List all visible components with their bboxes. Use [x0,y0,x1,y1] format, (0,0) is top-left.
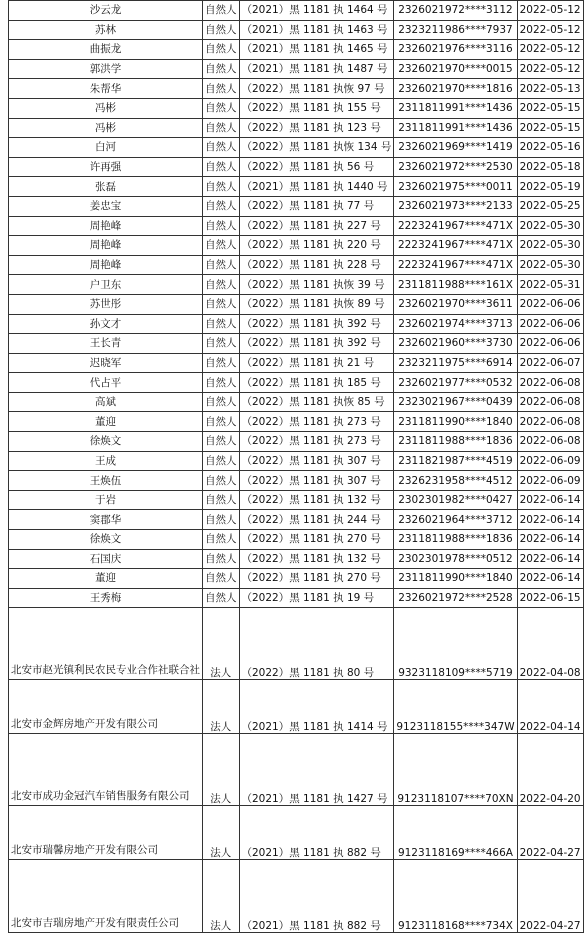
id-number-cell: 2326021975****0011 [394,177,517,197]
case-number-cell: （2021）黑 1181 执 1464 号 [239,1,394,21]
case-number-cell: （2022）黑 1181 执 392 号 [239,314,394,334]
person-row [9,1,584,21]
name-cell: 代占平 [9,373,203,393]
person-row [9,314,584,334]
name-cell: 冯彬 [9,98,203,118]
id-number-cell: 2302301982****0427 [394,490,517,510]
id-number-cell: 9123118155****347W [394,680,517,734]
case-number-cell: （2021）黑 1181 执 1427 号 [239,734,394,806]
person-row [9,588,584,608]
person-row [9,40,584,60]
case-number-cell: （2021）黑 1181 执 882 号 [239,806,394,860]
person-row [9,216,584,236]
case-number-cell: （2022）黑 1181 执 270 号 [239,530,394,550]
case-number-cell: （2022）黑 1181 执 273 号 [239,432,394,452]
id-number-cell: 2326021960****3730 [394,334,517,354]
legal-entity-row [9,860,584,933]
id-number-cell: 2223241967****471X [394,236,517,256]
person-row [9,510,584,530]
party-type-cell: 自然人 [203,510,240,530]
party-type-cell: 自然人 [203,549,240,569]
party-type-cell: 自然人 [203,1,240,21]
id-number-cell: 2311811991****1436 [394,118,517,138]
legal-entity-row [9,734,584,806]
case-number-cell: （2022）黑 1181 执 155 号 [239,98,394,118]
name-cell: 北安市赵光镇利民农民专业合作社联合社 [9,608,203,680]
date-cell: 2022-04-08 [517,608,583,680]
person-row [9,294,584,314]
person-row [9,549,584,569]
id-number-cell: 2323211986****7937 [394,20,517,40]
date-cell: 2022-06-08 [517,392,583,412]
name-cell: 迟晓军 [9,353,203,373]
date-cell: 2022-05-30 [517,216,583,236]
case-number-cell: （2022）黑 1181 执恢 97 号 [239,79,394,99]
id-number-cell: 2326231958****4512 [394,471,517,491]
person-row [9,157,584,177]
date-cell: 2022-05-15 [517,118,583,138]
person-row [9,334,584,354]
id-number-cell: 9123118107****70XN [394,734,517,806]
party-type-cell: 法人 [203,680,240,734]
name-cell: 王成 [9,451,203,471]
date-cell: 2022-05-12 [517,1,583,21]
name-cell: 冯彬 [9,118,203,138]
date-cell: 2022-05-12 [517,59,583,79]
id-number-cell: 2323021967****0439 [394,392,517,412]
person-row [9,177,584,197]
party-type-cell: 自然人 [203,255,240,275]
date-cell: 2022-05-12 [517,20,583,40]
name-cell: 高斌 [9,392,203,412]
id-number-cell: 2326021970****3611 [394,294,517,314]
party-type-cell: 自然人 [203,392,240,412]
name-cell: 董迎 [9,569,203,589]
date-cell: 2022-04-14 [517,680,583,734]
person-row [9,79,584,99]
party-type-cell: 自然人 [203,138,240,158]
date-cell: 2022-06-14 [517,549,583,569]
party-type-cell: 法人 [203,860,240,933]
name-cell: 周艳峰 [9,216,203,236]
name-cell: 王长青 [9,334,203,354]
name-cell: 周艳峰 [9,236,203,256]
case-number-cell: （2022）黑 1181 执恢 89 号 [239,294,394,314]
case-number-cell: （2022）黑 1181 执 132 号 [239,490,394,510]
party-type-cell: 自然人 [203,79,240,99]
case-number-cell: （2022）黑 1181 执 244 号 [239,510,394,530]
name-cell: 姜忠宝 [9,196,203,216]
case-number-cell: （2022）黑 1181 执 123 号 [239,118,394,138]
name-cell: 周艳峰 [9,255,203,275]
case-number-cell: （2022）黑 1181 执 132 号 [239,549,394,569]
debtor-table [8,0,584,933]
id-number-cell: 2311821987****4519 [394,451,517,471]
name-cell: 孙文才 [9,314,203,334]
date-cell: 2022-06-09 [517,451,583,471]
case-number-cell: （2021）黑 1181 执 1463 号 [239,20,394,40]
id-number-cell: 2311811990****1840 [394,412,517,432]
name-cell: 朱帮华 [9,79,203,99]
date-cell: 2022-05-12 [517,40,583,60]
person-row [9,255,584,275]
id-number-cell: 2326021970****0015 [394,59,517,79]
case-number-cell: （2022）黑 1181 执 220 号 [239,236,394,256]
id-number-cell: 2311811990****1840 [394,569,517,589]
date-cell: 2022-06-08 [517,412,583,432]
party-type-cell: 自然人 [203,432,240,452]
id-number-cell: 2326021976****3116 [394,40,517,60]
party-type-cell: 自然人 [203,471,240,491]
person-row [9,275,584,295]
case-number-cell: （2022）黑 1181 执 273 号 [239,412,394,432]
id-number-cell: 2311811988****1836 [394,530,517,550]
person-row [9,392,584,412]
case-number-cell: （2021）黑 1181 执 1465 号 [239,40,394,60]
date-cell: 2022-06-09 [517,471,583,491]
id-number-cell: 9123118168****734X [394,860,517,933]
case-number-cell: （2022）黑 1181 执 56 号 [239,157,394,177]
date-cell: 2022-06-14 [517,530,583,550]
party-type-cell: 自然人 [203,569,240,589]
date-cell: 2022-05-13 [517,79,583,99]
name-cell: 苏世彤 [9,294,203,314]
case-number-cell: （2021）黑 1181 执 882 号 [239,860,394,933]
date-cell: 2022-06-06 [517,314,583,334]
party-type-cell: 自然人 [203,294,240,314]
party-type-cell: 自然人 [203,118,240,138]
date-cell: 2022-06-14 [517,569,583,589]
name-cell: 徐焕文 [9,432,203,452]
date-cell: 2022-05-15 [517,98,583,118]
name-cell: 沙云龙 [9,1,203,21]
name-cell: 北安市瑞馨房地产开发有限公司 [9,806,203,860]
legal-entity-row [9,608,584,680]
id-number-cell: 2326021970****1816 [394,79,517,99]
id-number-cell: 2302301978****0512 [394,549,517,569]
party-type-cell: 自然人 [203,275,240,295]
person-row [9,196,584,216]
party-type-cell: 自然人 [203,412,240,432]
date-cell: 2022-06-08 [517,432,583,452]
party-type-cell: 自然人 [203,196,240,216]
name-cell: 张磊 [9,177,203,197]
date-cell: 2022-05-25 [517,196,583,216]
name-cell: 苏林 [9,20,203,40]
date-cell: 2022-06-14 [517,490,583,510]
person-row [9,20,584,40]
name-cell: 户卫东 [9,275,203,295]
name-cell: 北安市成功金冠汽车销售服务有限公司 [9,734,203,806]
case-number-cell: （2022）黑 1181 执 21 号 [239,353,394,373]
case-number-cell: （2022）黑 1181 执 392 号 [239,334,394,354]
date-cell: 2022-05-30 [517,255,583,275]
id-number-cell: 2311811988****161X [394,275,517,295]
person-row [9,530,584,550]
id-number-cell: 2223241967****471X [394,216,517,236]
date-cell: 2022-06-07 [517,353,583,373]
person-row [9,490,584,510]
case-number-cell: （2022）黑 1181 执 185 号 [239,373,394,393]
case-number-cell: （2022）黑 1181 执 270 号 [239,569,394,589]
party-type-cell: 自然人 [203,530,240,550]
case-number-cell: （2022）黑 1181 执 19 号 [239,588,394,608]
id-number-cell: 2326021974****3713 [394,314,517,334]
date-cell: 2022-06-06 [517,294,583,314]
name-cell: 石国庆 [9,549,203,569]
party-type-cell: 自然人 [203,20,240,40]
name-cell: 于岩 [9,490,203,510]
date-cell: 2022-04-27 [517,806,583,860]
person-row [9,412,584,432]
id-number-cell: 2326021964****3712 [394,510,517,530]
date-cell: 2022-04-20 [517,734,583,806]
name-cell: 徐焕文 [9,530,203,550]
id-number-cell: 2326021972****3112 [394,1,517,21]
party-type-cell: 法人 [203,806,240,860]
id-number-cell: 2326021972****2530 [394,157,517,177]
name-cell: 白河 [9,138,203,158]
name-cell: 许再强 [9,157,203,177]
id-number-cell: 2326021973****2133 [394,196,517,216]
party-type-cell: 自然人 [203,216,240,236]
party-type-cell: 自然人 [203,59,240,79]
case-number-cell: （2022）黑 1181 执恢 39 号 [239,275,394,295]
party-type-cell: 自然人 [203,373,240,393]
party-type-cell: 自然人 [203,157,240,177]
date-cell: 2022-04-27 [517,860,583,933]
name-cell: 北安市金辉房地产开发有限公司 [9,680,203,734]
name-cell: 王焕伍 [9,471,203,491]
person-row [9,353,584,373]
party-type-cell: 自然人 [203,353,240,373]
date-cell: 2022-06-14 [517,510,583,530]
person-row [9,451,584,471]
person-row [9,236,584,256]
date-cell: 2022-06-08 [517,373,583,393]
case-number-cell: （2022）黑 1181 执恢 134 号 [239,138,394,158]
party-type-cell: 法人 [203,608,240,680]
case-number-cell: （2022）黑 1181 执 228 号 [239,255,394,275]
name-cell: 王秀梅 [9,588,203,608]
case-number-cell: （2022）黑 1181 执 307 号 [239,471,394,491]
date-cell: 2022-05-30 [517,236,583,256]
party-type-cell: 自然人 [203,588,240,608]
id-number-cell: 2326021969****1419 [394,138,517,158]
person-row [9,373,584,393]
date-cell: 2022-06-06 [517,334,583,354]
case-number-cell: （2022）黑 1181 执恢 85 号 [239,392,394,412]
id-number-cell: 2223241967****471X [394,255,517,275]
date-cell: 2022-05-19 [517,177,583,197]
party-type-cell: 自然人 [203,177,240,197]
case-number-cell: （2022）黑 1181 执 80 号 [239,608,394,680]
person-row [9,138,584,158]
date-cell: 2022-05-31 [517,275,583,295]
name-cell: 曲振龙 [9,40,203,60]
case-number-cell: （2021）黑 1181 执 1487 号 [239,59,394,79]
debtor-table-body [9,1,584,933]
case-number-cell: （2022）黑 1181 执 77 号 [239,196,394,216]
party-type-cell: 自然人 [203,40,240,60]
name-cell: 董迎 [9,412,203,432]
legal-entity-row [9,680,584,734]
party-type-cell: 自然人 [203,314,240,334]
party-type-cell: 自然人 [203,451,240,471]
party-type-cell: 自然人 [203,236,240,256]
date-cell: 2022-05-18 [517,157,583,177]
case-number-cell: （2021）黑 1181 执 1440 号 [239,177,394,197]
party-type-cell: 自然人 [203,98,240,118]
id-number-cell: 2311811991****1436 [394,98,517,118]
date-cell: 2022-05-16 [517,138,583,158]
name-cell: 窦郡华 [9,510,203,530]
party-type-cell: 自然人 [203,490,240,510]
id-number-cell: 2326021972****2528 [394,588,517,608]
party-type-cell: 自然人 [203,334,240,354]
case-number-cell: （2021）黑 1181 执 1414 号 [239,680,394,734]
person-row [9,59,584,79]
name-cell: 郭洪学 [9,59,203,79]
name-cell: 北安市吉瑞房地产开发有限责任公司 [9,860,203,933]
person-row [9,569,584,589]
id-number-cell: 2323211975****6914 [394,353,517,373]
person-row [9,98,584,118]
id-number-cell: 9123118169****466A [394,806,517,860]
person-row [9,118,584,138]
person-row [9,432,584,452]
case-number-cell: （2022）黑 1181 执 307 号 [239,451,394,471]
date-cell: 2022-06-15 [517,588,583,608]
case-number-cell: （2022）黑 1181 执 227 号 [239,216,394,236]
id-number-cell: 9323118109****5719 [394,608,517,680]
legal-entity-row [9,806,584,860]
id-number-cell: 2311811988****1836 [394,432,517,452]
person-row [9,471,584,491]
id-number-cell: 2326021977****0532 [394,373,517,393]
party-type-cell: 法人 [203,734,240,806]
